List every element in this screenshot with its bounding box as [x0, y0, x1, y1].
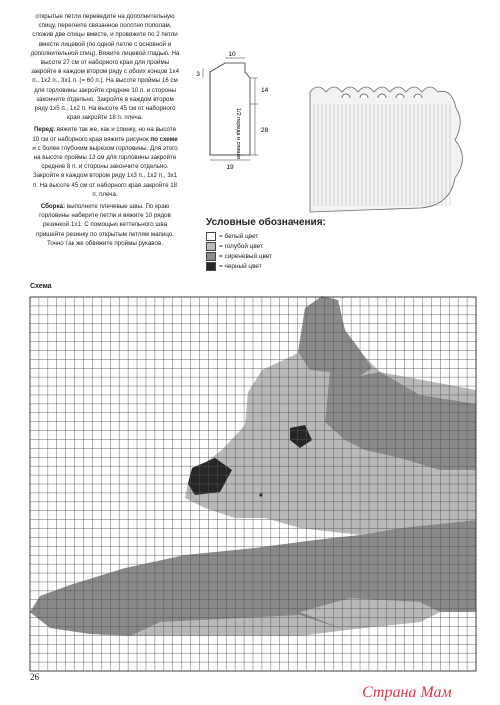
- knitting-chart: [30, 296, 476, 671]
- legend-item-black: = черный цвет: [206, 261, 326, 271]
- schematic-label: 1/2 переда и спинки: [235, 108, 241, 159]
- swatch-blue: [206, 242, 216, 251]
- legend-title: Условные обозначения:: [206, 217, 326, 228]
- dim-10: 10: [228, 51, 236, 58]
- page-number: 26: [30, 672, 39, 682]
- ribbing-detail: [310, 87, 463, 212]
- dim-19: 19: [226, 164, 234, 171]
- front-heading: Перед:: [33, 126, 56, 134]
- swatch-black: [206, 262, 216, 271]
- intro-paragraph: открытые петли переведите на дополнительную спицу, перегните связанное полотно пополам, сложив две спицы вместе, и провяжите по 2 петли вместе лицевой (по одной петле с основной и дополнительной спиц). Вяжите лицевой гладью. На высоте 27 см от наборного края для проймы закройте в каждом втором ряду с обоих концов 1х4 п., 1х2 п., 3х1 п. (= 60 п.). На высоте проймы 16 см для горловины закройте средние 10 п. и стороны закончите отдельно. Закройте в каждом втором ряду 1х5 п., 1х2 п. На высоте 45 см от наборного края закройте 18 п. плеча.: [30, 13, 180, 122]
- legend: [206, 217, 326, 271]
- legend-item-blue: = голубой цвет: [206, 241, 326, 251]
- dim-28: 28: [261, 127, 269, 134]
- legend-item-white: = белый цвет: [206, 231, 326, 241]
- swatch-white: [206, 232, 216, 241]
- dim-3: 3: [196, 71, 200, 78]
- dim-14: 14: [261, 87, 269, 94]
- assembly-heading: Сборка:: [40, 203, 66, 211]
- watermark-logo: Страна Мам: [362, 684, 452, 701]
- garment-schematic: [203, 58, 258, 160]
- scheme-label: Схема: [30, 283, 52, 290]
- assembly-paragraph: Сборка: выполните плечевые швы. По краю горловины наберите петли и вяжите 10 рядов резинкой 1х1. С помощью кеттельного шва пришейте резинку по открытым петлям мапицо. Точно так же обвяжите проймы рукавов.: [36, 203, 174, 247]
- legend-item-lilac: = сиреневый цвет: [206, 251, 326, 261]
- front-paragraph: Перед: вяжите так же, как и спинку, но на высоте 10 см от наборного края вяжите рисунок по схеме и с более глубоким вырезом горловины. Для этого на высоте проймы 13 см для горловины закройте средние 8 п. и стороны закончите отдельно. Закройте в каждом втором ряду 1х3 п., 1х2 п., 3х1 п. На высоте 45 см от наборного края закройте 18 п. плеча.: [32, 126, 178, 198]
- swatch-lilac: [206, 252, 216, 261]
